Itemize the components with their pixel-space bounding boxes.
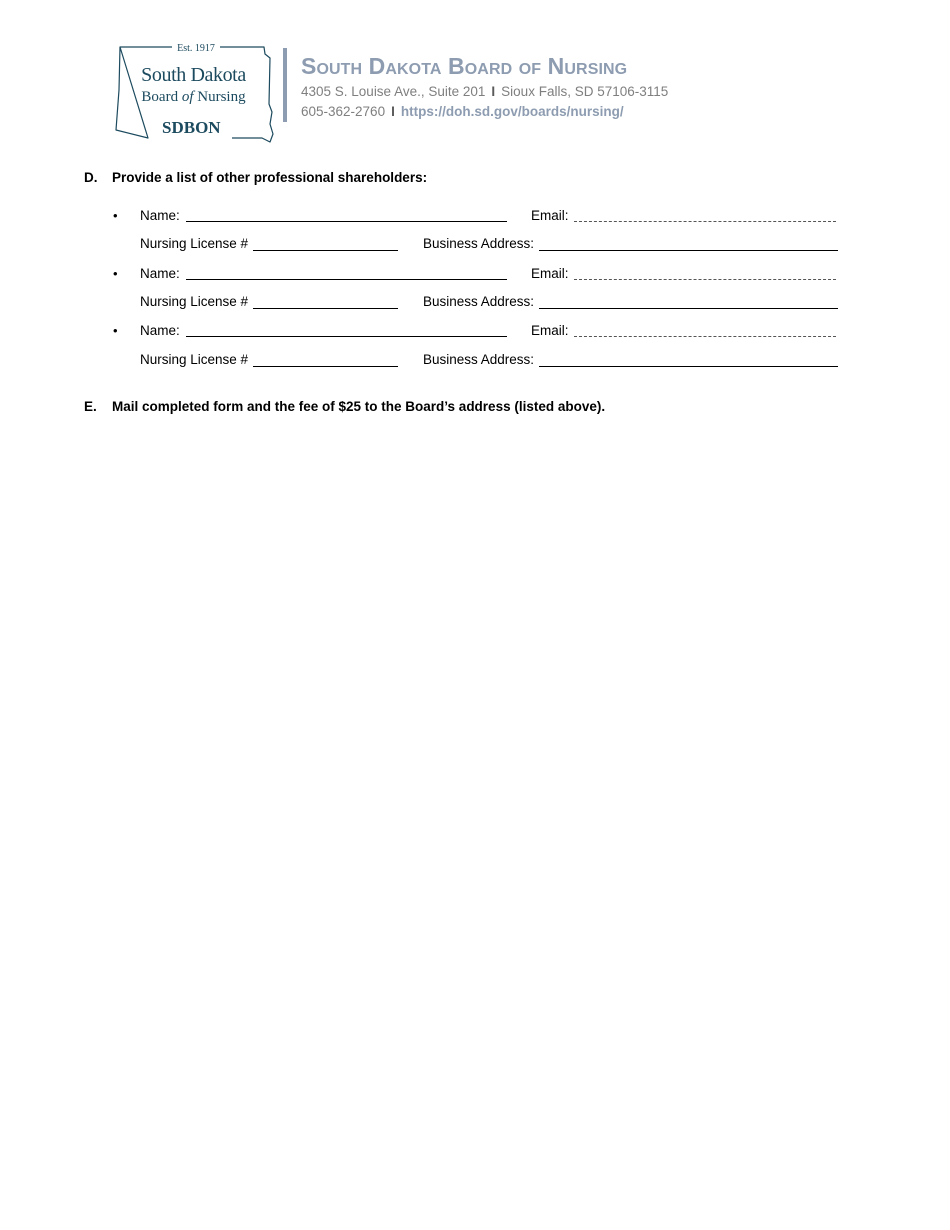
org-name: South Dakota Board of Nursing bbox=[301, 53, 628, 79]
business-address-label: Business Address: bbox=[423, 236, 535, 251]
org-phone: 605-362-2760 bbox=[301, 104, 386, 119]
nursing-license-label: Nursing License # bbox=[140, 294, 249, 309]
sdbon-logo bbox=[112, 42, 276, 146]
nursing-license-label: Nursing License # bbox=[140, 352, 249, 367]
logo-abbreviation: SDBON bbox=[162, 118, 221, 137]
section-e-instruction: Mail completed form and the fee of $25 to the Board’s address (listed above). bbox=[112, 399, 606, 414]
logo-board-name: Board of Nursing bbox=[141, 89, 246, 105]
email-field[interactable] bbox=[574, 336, 836, 337]
section-d-heading: Provide a list of other professional shareholders: bbox=[112, 170, 428, 185]
name-field[interactable] bbox=[186, 279, 507, 280]
name-label: Name: bbox=[140, 208, 180, 223]
bullet-point: • bbox=[113, 323, 118, 338]
shareholder-entry bbox=[0, 264, 950, 324]
email-field[interactable] bbox=[574, 279, 836, 280]
email-field[interactable] bbox=[574, 221, 836, 222]
org-address: 4305 S. Louise Ave., Suite 201 I Sioux Falls, SD 57106-3115 bbox=[301, 84, 669, 99]
nursing-license-field[interactable] bbox=[253, 250, 398, 251]
logo-state-name: South Dakota bbox=[141, 64, 246, 86]
header-divider bbox=[283, 48, 287, 122]
email-label: Email: bbox=[531, 208, 569, 223]
email-label: Email: bbox=[531, 323, 569, 338]
business-address-field[interactable] bbox=[539, 308, 838, 309]
nursing-license-label: Nursing License # bbox=[140, 236, 249, 251]
business-address-label: Business Address: bbox=[423, 352, 535, 367]
name-label: Name: bbox=[140, 323, 180, 338]
name-field[interactable] bbox=[186, 221, 507, 222]
section-d-letter: D. bbox=[84, 170, 98, 185]
bullet-point: • bbox=[113, 208, 118, 223]
org-contact: 605-362-2760 I https://doh.sd.gov/boards/nursing/ bbox=[301, 104, 624, 119]
nursing-license-field[interactable] bbox=[253, 366, 398, 367]
nursing-license-field[interactable] bbox=[253, 308, 398, 309]
shareholder-entry bbox=[0, 321, 950, 381]
bullet-point: • bbox=[113, 266, 118, 281]
org-website-link[interactable]: https://doh.sd.gov/boards/nursing/ bbox=[400, 104, 624, 119]
business-address-field[interactable] bbox=[539, 366, 838, 367]
name-label: Name: bbox=[140, 266, 180, 281]
section-e-letter: E. bbox=[84, 399, 97, 414]
logo-established: Est. 1917 bbox=[172, 43, 220, 54]
name-field[interactable] bbox=[186, 336, 507, 337]
business-address-label: Business Address: bbox=[423, 294, 535, 309]
shareholder-entry bbox=[0, 206, 950, 266]
business-address-field[interactable] bbox=[539, 250, 838, 251]
email-label: Email: bbox=[531, 266, 569, 281]
